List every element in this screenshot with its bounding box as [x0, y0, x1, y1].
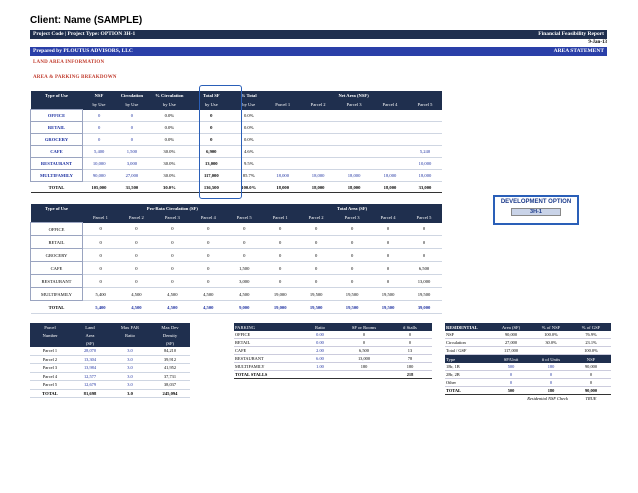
table-cell: 0 — [406, 249, 442, 262]
table-cell: 0 — [118, 249, 154, 262]
table-cell: 0.0% — [148, 122, 190, 134]
table-cell: 0 — [226, 223, 262, 236]
table-cell: 78 — [388, 355, 432, 363]
project-code: Project Code | Project Type: OPTION 3H-1 — [33, 31, 136, 37]
table-row — [30, 364, 190, 373]
table-cell: 0 — [115, 134, 148, 146]
table-row — [30, 372, 190, 381]
table-cell — [336, 158, 372, 170]
table-cell: 76.9% — [571, 331, 611, 339]
table-cell: 0 — [190, 249, 226, 262]
table-cell: 0 — [262, 236, 298, 249]
table-cell: 18,000 — [300, 170, 336, 182]
table-cell: 3.0 — [110, 372, 150, 381]
table-cell: 180 — [340, 363, 388, 371]
total-cell: 18,000 — [336, 182, 372, 193]
table-cell: 0 — [340, 331, 388, 339]
total-cell: 180 — [531, 387, 571, 395]
table-row — [445, 347, 611, 355]
table-row — [234, 363, 432, 371]
table-cell: 0 — [370, 223, 406, 236]
table-cell: 0 — [190, 223, 226, 236]
table-cell: 18,000 — [336, 170, 372, 182]
table-cell: NSF — [445, 331, 491, 339]
use-type-label: MULTIFAMILY — [31, 288, 83, 301]
project-bar — [30, 30, 607, 39]
table-cell: 117,000 — [190, 170, 232, 182]
column-header: Parcel 2 — [298, 213, 334, 223]
table-cell: 3.0 — [110, 364, 150, 373]
table-cell — [336, 110, 372, 122]
table-cell: 0 — [262, 223, 298, 236]
table-cell — [265, 158, 300, 170]
table-cell: Total / GSF — [445, 347, 491, 355]
prepared-bar — [30, 47, 607, 56]
table-cell: 30.0% — [148, 170, 190, 182]
table-cell — [265, 146, 300, 158]
table-cell: 0 — [190, 134, 232, 146]
development-option-box — [493, 195, 579, 225]
table-cell: 1Br, 1B — [445, 363, 491, 371]
table-cell: 4.6% — [232, 146, 265, 158]
table-cell — [372, 110, 408, 122]
table-row — [445, 331, 611, 339]
column-header: Parcel 1 — [262, 213, 298, 223]
table-cell: 84,210 — [150, 347, 190, 355]
table-cell: 6.00 — [300, 355, 340, 363]
table-cell: 0 — [82, 122, 115, 134]
table-cell: 3,000 — [226, 275, 262, 288]
total-cell: 245,094 — [150, 389, 190, 398]
table-cell: Parcel 5 — [30, 381, 70, 390]
table-row — [30, 355, 190, 364]
total-cell: 81,698 — [70, 389, 110, 398]
total-cell: 19,500 — [298, 301, 334, 314]
table-cell: 1.00 — [300, 363, 340, 371]
table-cell: 0 — [298, 249, 334, 262]
table-cell: 0 — [82, 134, 115, 146]
use-type-label: RETAIL — [31, 236, 83, 249]
table-cell: 0 — [154, 236, 190, 249]
table-cell: 0 — [406, 223, 442, 236]
table-cell: 4,500 — [118, 288, 154, 301]
total-cell: 218 — [388, 371, 432, 379]
table-cell — [408, 122, 442, 134]
table-cell: 180 — [388, 363, 432, 371]
statement-title: AREA STATEMENT — [553, 48, 604, 54]
col-pct-total: % Total — [232, 91, 265, 100]
table-cell: Parcel 1 — [30, 347, 70, 355]
column-header: Parcel 4 — [190, 213, 226, 223]
prepared-by: Prepared by PLOUTUS ADVISORS, LLC — [33, 48, 133, 54]
table-cell: 0 — [190, 275, 226, 288]
table-cell: 0 — [531, 371, 571, 379]
table-cell: 0 — [370, 275, 406, 288]
column-header: Parcel 2 — [118, 213, 154, 223]
table-cell: 0 — [190, 236, 226, 249]
table-cell: 0 — [190, 262, 226, 275]
table-cell: 0.0% — [232, 110, 265, 122]
table-cell: 0 — [571, 371, 611, 379]
table-cell: 2.00 — [300, 347, 340, 355]
total-cell: 31,500 — [115, 182, 148, 193]
column-header: Parcel 5 — [406, 213, 442, 223]
table-cell: 18,000 — [265, 170, 300, 182]
table-row — [31, 288, 443, 301]
table-cell: 0 — [491, 379, 531, 387]
client-title: Client: Name (SAMPLE) — [30, 15, 143, 26]
total-cell — [300, 371, 340, 379]
table-cell: 0 — [334, 249, 370, 262]
table-cell: 0 — [388, 339, 432, 347]
table-cell: 13,000 — [406, 275, 442, 288]
total-cell: TOTAL — [31, 301, 83, 314]
table-cell: 19,500 — [370, 288, 406, 301]
table-cell: 0 — [334, 275, 370, 288]
table-cell: 5,400 — [82, 288, 118, 301]
table-row — [31, 223, 443, 236]
table-cell: 41,952 — [150, 364, 190, 373]
table-cell: 0 — [370, 262, 406, 275]
table-cell: 180 — [531, 363, 571, 371]
total-cell: 18,000 — [372, 182, 408, 193]
table-cell: 100.0% — [571, 347, 611, 355]
table-cell: 13,000 — [340, 355, 388, 363]
total-cell: 18,000 — [265, 182, 300, 193]
table-cell: 0.0% — [148, 134, 190, 146]
table-cell: 0 — [82, 223, 118, 236]
use-type-label: MULTIFAMILY — [31, 170, 83, 182]
table-cell: 0 — [226, 249, 262, 262]
table-cell: 30.0% — [531, 339, 571, 347]
table-cell: 0.0% — [232, 122, 265, 134]
table-cell: 0 — [370, 236, 406, 249]
table-cell — [372, 146, 408, 158]
table-cell — [265, 122, 300, 134]
table-cell: Circulation — [445, 339, 491, 347]
use-type-label: GROCERY — [31, 249, 83, 262]
total-cell: TOTAL — [31, 182, 83, 193]
total-cell: 9,000 — [226, 301, 262, 314]
residential-table: RESIDENTIAL Area (SF) % of NSF % of GSF NSF 90,000 100.0% 76.9% Circulation 27,000 30.0% 23.1% Total / GSF 117,000 100.0% Type SF/Unit # of Units NSF 1Br, 1B 500 180 90,000 2Br, 2B 0 0 0 Other 0 0 0 TOTAL 500 180 90,000 Residential NSF Check TRUE — [445, 323, 611, 402]
table-cell — [336, 134, 372, 146]
total-cell: 30.0% — [148, 182, 190, 193]
total-cell: TOTAL — [30, 389, 70, 398]
table-cell — [408, 110, 442, 122]
table-cell: 85.7% — [232, 170, 265, 182]
total-cell: 500 — [491, 387, 531, 395]
table-cell: 4,500 — [190, 288, 226, 301]
report-date: 9-Jan-13 — [588, 40, 607, 45]
table-cell: 3.0 — [110, 381, 150, 390]
table-cell: 19,000 — [262, 288, 298, 301]
col-net-area: Net Area (NSF) — [265, 91, 442, 100]
table-cell: 0 — [118, 275, 154, 288]
total-cell: 90,000 — [571, 387, 611, 395]
residential-total-row — [445, 387, 611, 395]
table-cell: Other — [445, 379, 491, 387]
column-header: Parcel 3 — [334, 213, 370, 223]
table-cell: 10,000 — [82, 158, 115, 170]
table-cell: 0 — [370, 249, 406, 262]
table-cell: MULTIFAMILY — [234, 363, 300, 371]
table-cell: 0 — [154, 262, 190, 275]
table-cell: 5,400 — [82, 146, 115, 158]
table-cell: 19,500 — [406, 288, 442, 301]
total-cell: 5,400 — [82, 301, 118, 314]
total-cell: 3.0 — [110, 389, 150, 398]
column-header: Parcel 5 — [226, 213, 262, 223]
table-cell: 0 — [82, 262, 118, 275]
total-sf-highlight — [199, 85, 242, 199]
col-circ: Circulation — [115, 91, 148, 100]
table-cell: 0 — [82, 236, 118, 249]
table-cell: 0 — [340, 339, 388, 347]
table-cell: 0 — [226, 236, 262, 249]
table-cell: 19,500 — [334, 288, 370, 301]
table-cell: 4,500 — [226, 288, 262, 301]
table-cell: 90,000 — [491, 331, 531, 339]
table-row — [234, 355, 432, 363]
table-cell — [300, 110, 336, 122]
use-table: Type of Use NSF Circulation % Circulation Total SF % Total Net Area (NSF) by Use by Use by Use by Use by Use Parcel 1 Parcel 2 Parcel 3 Parcel 4 Parcel 5 OFFICE 0 0 0.0% 0 0.0% RETAIL 0 0 0.0% 0 0.0% GROCERY 0 0 0.0% 0 0.0% CAFE 5,400 1,500 30.0% 6,900 4.6% 5,240 RESTAURANT 10,000 3,000 30.0% 13,000 9.5% 10,000 MULTIFAMILY 90,000 27,000 30.0% 117,000 85.7% 18,000 18,000 18,000 18,000 18,000 TOTAL 105,000 31,500 30.0% 136,500 100.0% 18,000 18,000 18,000 18,000 33,000 — [30, 91, 442, 193]
table-cell: 30.0% — [148, 158, 190, 170]
table-cell: 0 — [334, 236, 370, 249]
table-cell: 0 — [298, 236, 334, 249]
table-cell: 6,900 — [190, 146, 232, 158]
table-cell: 0 — [262, 275, 298, 288]
table-cell: 9.5% — [232, 158, 265, 170]
table-cell: RESTAURANT — [234, 355, 300, 363]
table-cell: RETAIL — [234, 339, 300, 347]
table-cell: 30.0% — [148, 146, 190, 158]
table-cell: CAFE — [234, 347, 300, 355]
prorata-total-row — [31, 301, 443, 314]
table-cell — [265, 134, 300, 146]
total-cell: 33,000 — [408, 182, 442, 193]
table-row — [30, 347, 190, 355]
col-pct-circ: % Circulation — [148, 91, 190, 100]
dev-option-code: 3H-1 — [511, 208, 561, 216]
table-cell: 0.00 — [300, 331, 340, 339]
parking-total-row — [234, 371, 432, 379]
total-cell: 19,500 — [334, 301, 370, 314]
table-row — [31, 249, 443, 262]
table-cell: 0 — [154, 249, 190, 262]
table-cell: 13,000 — [190, 158, 232, 170]
table-cell: 0 — [571, 379, 611, 387]
table-cell: 0.0% — [232, 134, 265, 146]
table-cell: 0 — [118, 262, 154, 275]
table-cell: 0 — [190, 122, 232, 134]
table-cell: 0 — [531, 379, 571, 387]
total-cell: 19,000 — [262, 301, 298, 314]
table-cell: 10,000 — [408, 158, 442, 170]
table-cell: 3.0 — [110, 347, 150, 355]
use-type-label: CAFE — [31, 262, 83, 275]
table-cell — [265, 110, 300, 122]
table-cell: 90,000 — [82, 170, 115, 182]
table-row — [445, 379, 611, 387]
use-type-label: OFFICE — [31, 223, 83, 236]
table-cell: 18,000 — [408, 170, 442, 182]
table-cell: 117,000 — [491, 347, 531, 355]
table-cell: 0 — [82, 275, 118, 288]
total-cell: 18,000 — [300, 182, 336, 193]
total-cell: 105,000 — [82, 182, 115, 193]
table-cell: 13,984 — [70, 364, 110, 373]
col-nsf: NSF — [82, 91, 115, 100]
table-cell: 13 — [388, 347, 432, 355]
table-cell: 0 — [298, 262, 334, 275]
table-row — [31, 236, 443, 249]
table-row — [445, 363, 611, 371]
table-cell: 100.0% — [531, 331, 571, 339]
table-cell: 0 — [334, 262, 370, 275]
use-type-label: RESTAURANT — [31, 275, 83, 288]
table-cell: OFFICE — [234, 331, 300, 339]
table-row — [234, 347, 432, 355]
table-cell: 0 — [115, 122, 148, 134]
table-row — [445, 371, 611, 379]
table-cell: 13,304 — [70, 355, 110, 364]
total-cell: 4,500 — [154, 301, 190, 314]
table-cell: 0 — [298, 275, 334, 288]
table-cell: 12,679 — [70, 381, 110, 390]
parking-table: PARKING Ratio SF or Rooms # Stalls OFFICE 0.00 0 0 RETAIL 0.00 0 0 CAFE 2.00 6,500 13 RESTAURANT 6.00 13,000 78 MULTIFAMILY 1.00 180 180 TOTAL STALLS 218 — [234, 323, 432, 379]
table-cell: 0 — [388, 331, 432, 339]
table-cell: 1,500 — [115, 146, 148, 158]
table-cell: 0 — [491, 371, 531, 379]
table-cell: 2Br, 2B — [445, 371, 491, 379]
table-cell: 0 — [262, 262, 298, 275]
table-cell — [336, 146, 372, 158]
use-type-label: CAFE — [31, 146, 83, 158]
table-row — [445, 339, 611, 347]
land-area-heading: LAND AREA INFORMATION — [33, 60, 105, 65]
table-cell: 4,500 — [154, 288, 190, 301]
table-cell: 0 — [118, 236, 154, 249]
table-cell: 12,577 — [70, 372, 110, 381]
table-cell: 27,000 — [491, 339, 531, 347]
total-cell: TOTAL STALLS — [234, 371, 300, 379]
table-cell — [408, 134, 442, 146]
table-cell — [300, 122, 336, 134]
table-cell — [300, 158, 336, 170]
table-cell: 27,000 — [115, 170, 148, 182]
use-type-label: RESTAURANT — [31, 158, 83, 170]
table-cell: 0 — [154, 223, 190, 236]
table-cell: 6,500 — [340, 347, 388, 355]
table-row — [31, 262, 443, 275]
table-cell — [372, 134, 408, 146]
table-cell: 38,037 — [150, 381, 190, 390]
table-cell — [531, 347, 571, 355]
table-cell: 0 — [334, 223, 370, 236]
use-type-label: GROCERY — [31, 134, 83, 146]
table-cell: 0 — [406, 236, 442, 249]
table-row — [234, 339, 432, 347]
table-cell — [336, 122, 372, 134]
total-cell: TOTAL — [445, 387, 491, 395]
table-row — [30, 381, 190, 390]
table-cell: 3,000 — [115, 158, 148, 170]
table-row — [31, 275, 443, 288]
table-cell: 0 — [82, 110, 115, 122]
report-title: Financial Feasibility Report — [538, 31, 604, 37]
table-cell: 500 — [491, 363, 531, 371]
table-cell: Parcel 2 — [30, 355, 70, 364]
table-cell: 37,731 — [150, 372, 190, 381]
table-cell: 0 — [298, 223, 334, 236]
table-cell: 28,070 — [70, 347, 110, 355]
parcel-total-row — [30, 389, 190, 398]
table-cell: 0 — [115, 110, 148, 122]
table-cell: 19,500 — [298, 288, 334, 301]
table-cell: 3.0 — [110, 355, 150, 364]
table-cell: 39,912 — [150, 355, 190, 364]
table-row — [234, 331, 432, 339]
table-cell — [300, 134, 336, 146]
total-cell: 136,500 — [190, 182, 232, 193]
table-cell: 0.0% — [148, 110, 190, 122]
table-cell: 6,500 — [406, 262, 442, 275]
table-cell — [300, 146, 336, 158]
total-cell: 4,500 — [190, 301, 226, 314]
total-cell: 100.0% — [232, 182, 265, 193]
residential-check-row: Residential NSF Check TRUE — [527, 396, 597, 401]
table-cell: Parcel 4 — [30, 372, 70, 381]
area-parking-heading: AREA & PARKING BREAKDOWN — [33, 75, 117, 80]
table-cell: 0 — [262, 249, 298, 262]
total-cell: 19,500 — [370, 301, 406, 314]
column-header: Parcel 1 — [82, 213, 118, 223]
parcel-table: Parcel Land Max FAR Max Dev Number Area Ratio Density (SF) (SF) Parcel 1 28,070 3.0 84,210 Parcel 2 13,304 3.0 39,912 Parcel 3 13,984 3.0 41,952 Parcel 4 12,577 3.0 37,731 Parcel 5 12,679 3.0 38,037 TOTAL 81,698 3.0 245,094 — [30, 323, 190, 398]
col-total-sf: Total SF — [190, 91, 232, 100]
col-type: Type of Use — [31, 91, 83, 100]
table-cell — [372, 158, 408, 170]
prorata-table: Type of Use Pro-Rata Circulation (SF) Total Area (SF) Parcel 1 Parcel 2 Parcel 3 Parcel 4 Parcel 5 Parcel 1 Parcel 2 Parcel 3 Parcel 4 Parcel 5 OFFICE 0 0 0 0 0 0 0 0 0 0 RETAIL 0 0 0 0 0 0 0 0 0 0 GROCERY 0 0 0 0 0 0 0 0 0 0 CAFE 0 0 0 0 1,500 0 0 0 0 6,500 RESTAURANT 0 0 0 0 3,000 0 0 0 0 13,000 MULTIFAMILY 5,400 4,500 4,500 4,500 4,500 19,000 19,500 19,500 19,500 19,500 TOTAL 5,400 4,500 4,500 4,500 9,000 19,000 19,500 19,500 19,500 39,000 — [30, 204, 442, 314]
table-cell: 18,000 — [372, 170, 408, 182]
column-header: Parcel 4 — [370, 213, 406, 223]
table-cell: Parcel 3 — [30, 364, 70, 373]
total-cell: 4,500 — [118, 301, 154, 314]
table-cell: 90,000 — [571, 363, 611, 371]
use-type-label: OFFICE — [31, 110, 83, 122]
table-cell: 0 — [118, 223, 154, 236]
table-cell: 0 — [154, 275, 190, 288]
column-header: Parcel 3 — [154, 213, 190, 223]
table-cell: 0 — [190, 110, 232, 122]
use-type-label: RETAIL — [31, 122, 83, 134]
table-cell: 5,240 — [408, 146, 442, 158]
total-cell: 39,000 — [406, 301, 442, 314]
dev-option-label: DEVELOPMENT OPTION — [500, 199, 572, 205]
table-cell: 0.00 — [300, 339, 340, 347]
table-cell: 0 — [82, 249, 118, 262]
table-cell: 1,500 — [226, 262, 262, 275]
table-cell — [372, 122, 408, 134]
table-cell: 23.1% — [571, 339, 611, 347]
total-cell — [340, 371, 388, 379]
